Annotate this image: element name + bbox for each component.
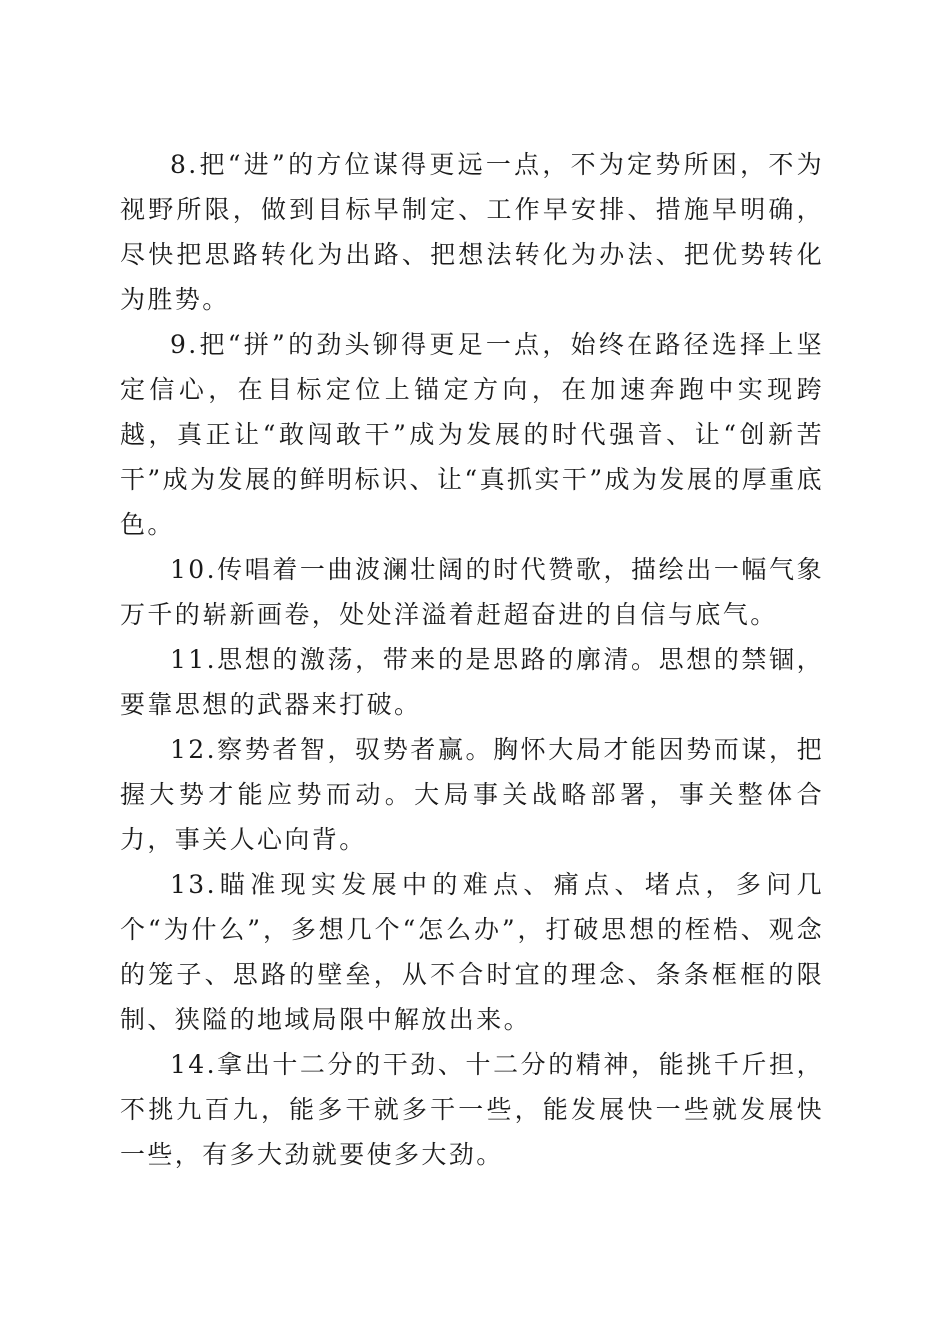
paragraph-12: 12.察势者智，驭势者赢。胸怀大局才能因势而谋，把握大势才能应势而动。大局事关战略部署，事关整体合力，事关人心向背。 [120,735,824,854]
paragraph-8: 8.把“进”的方位谋得更远一点，不为定势所困，不为视野所限，做到目标早制定、工作早安排、措施早明确，尽快把思路转化为出路、把想法转化为办法、把优势转化为胜势。 [120,150,824,314]
paragraph-13: 13.瞄准现实发展中的难点、痛点、堵点，多问几个“为什么”，多想几个“怎么办”，打破思想的桎梏、观念的笼子、思路的壁垒，从不合时宜的理念、条条框框的限制、狭隘的地域局限中解放出来。 [120,870,824,1034]
paragraph-11: 11.思想的激荡，带来的是思路的廓清。思想的禁锢，要靠思想的武器来打破。 [120,645,824,719]
paragraph-14: 14.拿出十二分的干劲、十二分的精神，能挑千斤担，不挑九百九，能多干就多干一些，能发展快一些就发展快一些，有多大劲就要使多大劲。 [120,1050,824,1169]
paragraph-10: 10.传唱着一曲波澜壮阔的时代赞歌，描绘出一幅气象万千的崭新画卷，处处洋溢着赶超奋进的自信与底气。 [120,555,824,629]
document-body [120,142,824,1177]
paragraph-9: 9.把“拼”的劲头铆得更足一点，始终在路径选择上坚定信心，在目标定位上锚定方向，在加速奔跑中实现跨越，真正让“敢闯敢干”成为发展的时代强音、让“创新苦干”成为发展的鲜明标识、让“真抓实干”成为发展的厚重底色。 [120,330,824,539]
